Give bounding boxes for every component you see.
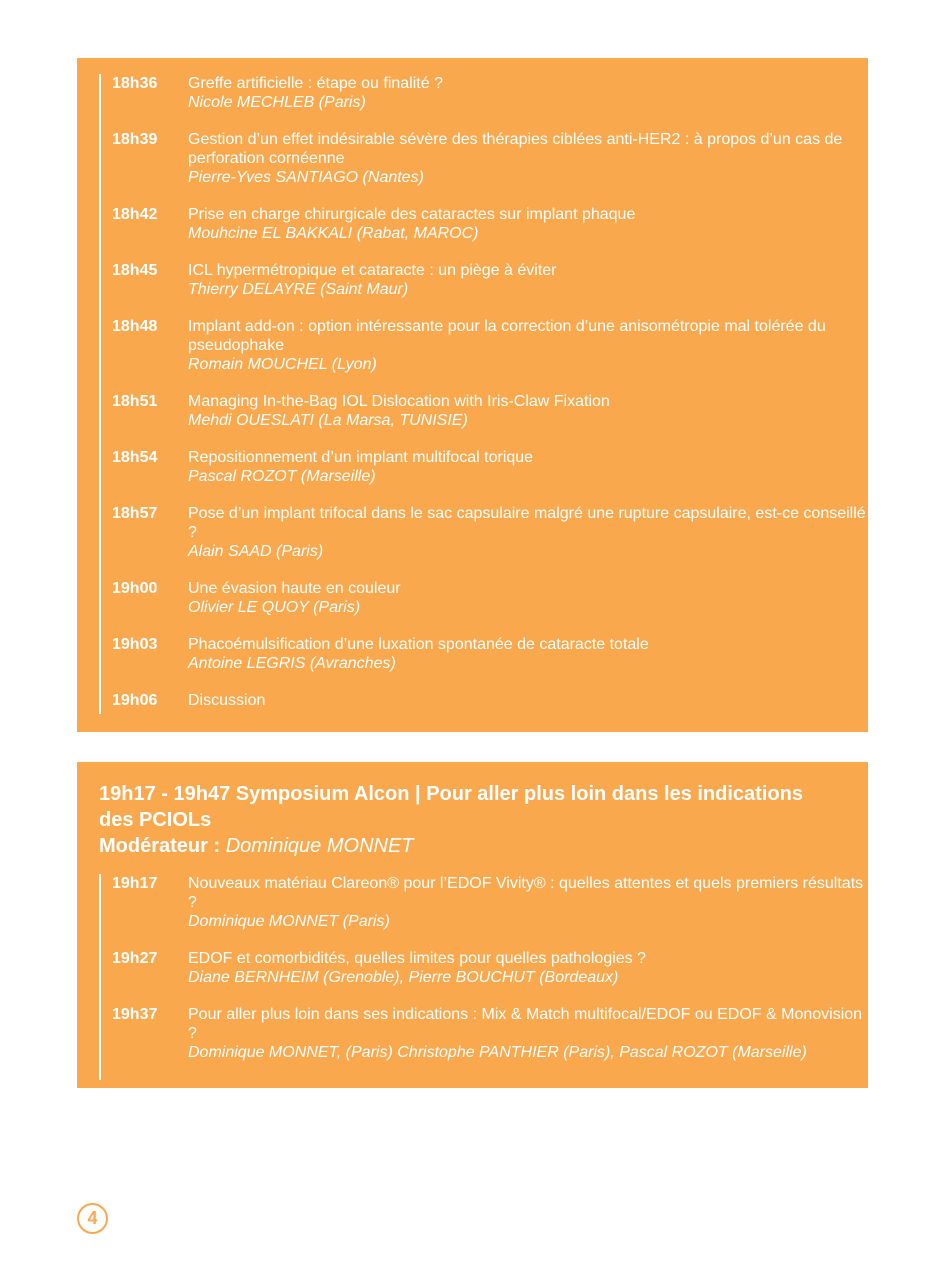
item-speaker: Nicole MECHLEB (Paris) (188, 94, 366, 111)
session-panel-1 (77, 58, 868, 732)
item-time: 18h45 (112, 262, 158, 279)
session-panel-2 (77, 762, 868, 1088)
item-title: Pour aller plus loin dans ses indications : Mix & Match multifocal/EDOF ou EDOF & Monovision ? (188, 1006, 863, 1042)
item-title: Prise en charge chirurgicale des cataractes sur implant phaque (188, 206, 636, 223)
item-title: Phacoémulsification d’une luxation spontanée de cataracte totale (188, 636, 649, 653)
item-title: Greffe artificielle : étape ou finalité ? (188, 75, 443, 92)
item-title: Discussion (188, 692, 266, 709)
program-item (112, 949, 868, 987)
program-list (99, 74, 868, 714)
item-title: Implant add-on : option intéressante pour la correction d’une anisométropie mal tolérée du pseudophake (188, 318, 826, 354)
item-time: 18h51 (112, 393, 158, 410)
item-speaker: Romain MOUCHEL (Lyon) (188, 356, 377, 373)
moderator-label: Modérateur : (99, 835, 221, 857)
program-item (112, 317, 868, 374)
item-speaker: Antoine LEGRIS (Avranches) (188, 655, 396, 672)
item-title: Pose d’un implant trifocal dans le sac capsulaire malgré une rupture capsulaire, est-ce conseillé ? (188, 505, 866, 541)
program-item (112, 874, 868, 931)
page-number: 4 (77, 1203, 108, 1234)
item-speaker: Dominique MONNET (Paris) (188, 913, 390, 930)
item-title: Managing In-the-Bag IOL Dislocation with Iris-Claw Fixation (188, 393, 610, 410)
item-speaker: Mouhcine EL BAKKALI (Rabat, MAROC) (188, 225, 479, 242)
item-speaker: Mehdi OUESLATI (La Marsa, TUNISIE) (188, 412, 468, 429)
item-speaker: Dominique MONNET, (Paris) Christophe PANTHIER (Paris), Pascal ROZOT (Marseille) (188, 1044, 807, 1061)
program-item (112, 635, 868, 673)
item-time: 19h00 (112, 580, 158, 597)
item-time: 18h57 (112, 505, 158, 522)
item-title: Nouveaux matériau Clareon® pour l’EDOF Vivity® : quelles attentes et quels premiers résultats ? (188, 875, 864, 911)
item-time: 18h54 (112, 449, 158, 466)
program-list (99, 874, 868, 1080)
item-title: ICL hypermétropique et cataracte : un piège à éviter (188, 262, 557, 279)
item-speaker: Pierre-Yves SANTIAGO (Nantes) (188, 169, 424, 186)
item-title: Une évasion haute en couleur (188, 580, 401, 597)
program-item (112, 205, 868, 243)
item-title: EDOF et comorbidités, quelles limites pour quelles pathologies ? (188, 950, 647, 967)
program-item (112, 130, 868, 187)
item-speaker: Alain SAAD (Paris) (188, 543, 324, 560)
item-time: 19h37 (112, 1006, 158, 1023)
program-item (112, 579, 868, 617)
item-speaker: Diane BERNHEIM (Grenoble), Pierre BOUCHUT (Bordeaux) (188, 969, 619, 986)
program-item (112, 691, 868, 710)
program-item (112, 74, 868, 112)
item-speaker: Olivier LE QUOY (Paris) (188, 599, 361, 616)
item-time: 19h03 (112, 636, 158, 653)
item-speaker: Pascal ROZOT (Marseille) (188, 468, 376, 485)
moderator (99, 833, 414, 859)
item-time: 18h39 (112, 131, 158, 148)
item-time: 19h17 (112, 875, 158, 892)
item-time: 18h42 (112, 206, 158, 223)
item-time: 19h06 (112, 692, 158, 709)
program-item (112, 392, 868, 430)
item-time: 18h36 (112, 75, 158, 92)
program-item (112, 504, 868, 561)
item-time: 19h27 (112, 950, 158, 967)
symposium-heading: 19h17 - 19h47 Symposium Alcon | Pour aller plus loin dans les indications des PCIOLs (99, 783, 803, 831)
moderator-name: Dominique MONNET (225, 835, 414, 857)
item-speaker: Thierry DELAYRE (Saint Maur) (188, 281, 409, 298)
program-item (112, 261, 868, 299)
item-title: Gestion d’un effet indésirable sévère des thérapies ciblées anti-HER2 : à propos d’un cas de perforation cornéenne (188, 131, 843, 167)
item-title: Repositionnement d’un implant multifocal torique (188, 449, 534, 466)
program-item (112, 1005, 868, 1062)
program-item (112, 448, 868, 486)
item-time: 18h48 (112, 318, 158, 335)
